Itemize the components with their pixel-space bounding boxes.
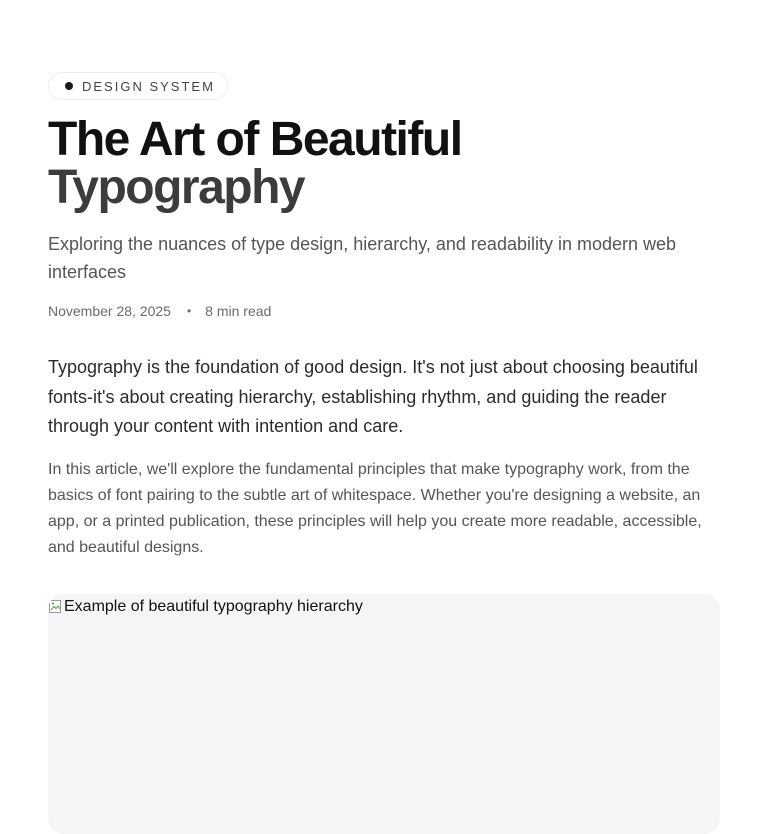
read-time: 8 min read: [205, 303, 272, 319]
publish-date: November 28, 2025: [48, 303, 171, 319]
article-subtitle: Exploring the nuances of type design, hierarchy, and readability in modern web interfaces: [48, 234, 677, 282]
broken-image-icon: [48, 599, 64, 616]
body-paragraph: In this article, we'll explore the fundamental principles that make typography work, from the basics of font pairing to the subtle art of whitespace. Whether you're designing a website, an app, or a printed publication, these principles will help you create more readable, accessible, and beautiful designs.: [48, 461, 702, 556]
figure-image-placeholder: [48, 598, 363, 616]
lead-paragraph: Typography is the foundation of good design. It's not just about choosing beautiful fonts-it's about creating hierarchy, establishing rhythm, and guiding the reader through your content with intention and care.: [48, 357, 698, 436]
article-figure: [48, 594, 720, 834]
title-line-1: The Art of Beautiful: [48, 113, 462, 166]
article-meta: [48, 303, 271, 319]
title-line-2: Typography: [48, 161, 305, 214]
meta-separator: •: [186, 304, 192, 318]
category-badge: [48, 72, 228, 100]
category-label: DESIGN SYSTEM: [82, 78, 215, 94]
bullet-dot-icon: [65, 82, 73, 90]
article-title: [48, 113, 728, 214]
figure-alt-text: Example of beautiful typography hierarchy: [64, 598, 363, 615]
